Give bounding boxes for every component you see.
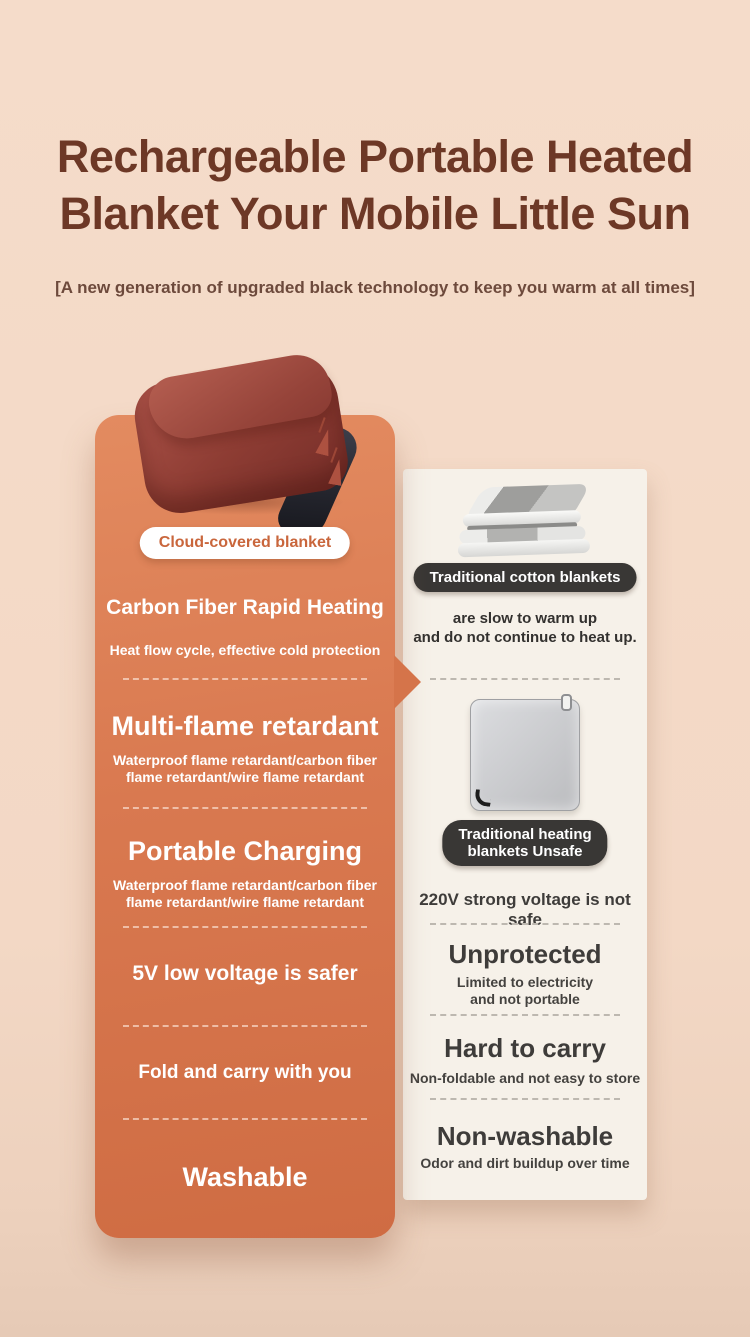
comparison-card <box>403 469 647 1200</box>
dashed-divider <box>123 807 367 809</box>
description-line: are slow to warm up <box>452 610 598 627</box>
feature-title-washable: Washable <box>182 1162 308 1192</box>
feature-sub-line: Waterproof flame retardant/carbon fiber <box>113 877 377 893</box>
feature-sub-rapid-heating: Heat flow cycle, effective cold protection <box>109 642 381 658</box>
cotton-blanket-description <box>403 609 647 647</box>
page-title-line2: Blanket Your Mobile Little Sun <box>59 188 691 239</box>
feature-sub-line: Waterproof flame retardant/carbon fiber <box>113 752 377 768</box>
description-line: and do not continue to heat up. <box>413 629 637 646</box>
feature-title-foldable: Fold and carry with you <box>138 1062 352 1083</box>
drawback-sub-line: Limited to electricity <box>456 974 594 990</box>
feature-title-rapid-heating: Carbon Fiber Rapid Heating <box>106 596 384 619</box>
badge-line: blankets Unsafe <box>467 843 583 860</box>
heating-blanket-photo <box>470 699 580 811</box>
product-badge: Cloud-covered blanket <box>140 527 350 559</box>
feature-title-flame-retardant: Multi-flame retardant <box>111 711 379 741</box>
gray-cotton-blanket-photo <box>454 484 596 561</box>
feature-sub-line: flame retardant/wire flame retardant <box>125 769 365 785</box>
drawback-sub-unprotected <box>403 974 647 1008</box>
drawback-title-non-washable: Non-washable <box>436 1121 614 1151</box>
dashed-divider <box>123 678 367 680</box>
badge-line: Traditional heating <box>458 826 592 843</box>
dashed-divider <box>430 1014 620 1016</box>
dashed-divider <box>123 926 367 928</box>
page-title-line1: Rechargeable Portable Heated <box>56 131 694 182</box>
dashed-divider <box>123 1025 367 1027</box>
feature-sub-flame-retardant <box>95 752 395 786</box>
drawback-sub-hard-to-carry: Non-foldable and not easy to store <box>409 1070 641 1086</box>
feature-title-low-voltage: 5V low voltage is safer <box>132 962 358 985</box>
dashed-divider <box>430 923 620 925</box>
dashed-divider <box>123 1118 367 1120</box>
comparison-arrow <box>394 655 421 709</box>
drawback-sub-non-washable: Odor and dirt buildup over time <box>420 1155 630 1171</box>
feature-title-portable-charging: Portable Charging <box>127 836 363 866</box>
feature-sub-portable-charging <box>95 877 395 911</box>
heating-blanket-badge <box>442 820 607 866</box>
product-card <box>95 415 395 1238</box>
drawback-title-unprotected: Unprotected <box>448 939 602 969</box>
tagline: [A new generation of upgraded black technology to keep you warm at all times] <box>55 278 695 297</box>
dashed-divider <box>430 1098 620 1100</box>
dashed-divider <box>430 678 620 680</box>
red-blanket-photo <box>135 365 357 517</box>
heating-pad-cable <box>561 694 572 711</box>
feature-sub-line: flame retardant/wire flame retardant <box>125 894 365 910</box>
drawback-sub-line: and not portable <box>470 991 580 1007</box>
voltage-claim: 220V strong voltage is not safe <box>419 890 631 929</box>
cotton-blanket-badge: Traditional cotton blankets <box>414 563 637 592</box>
drawback-title-hard-to-carry: Hard to carry <box>444 1033 606 1063</box>
page-title <box>0 128 750 242</box>
